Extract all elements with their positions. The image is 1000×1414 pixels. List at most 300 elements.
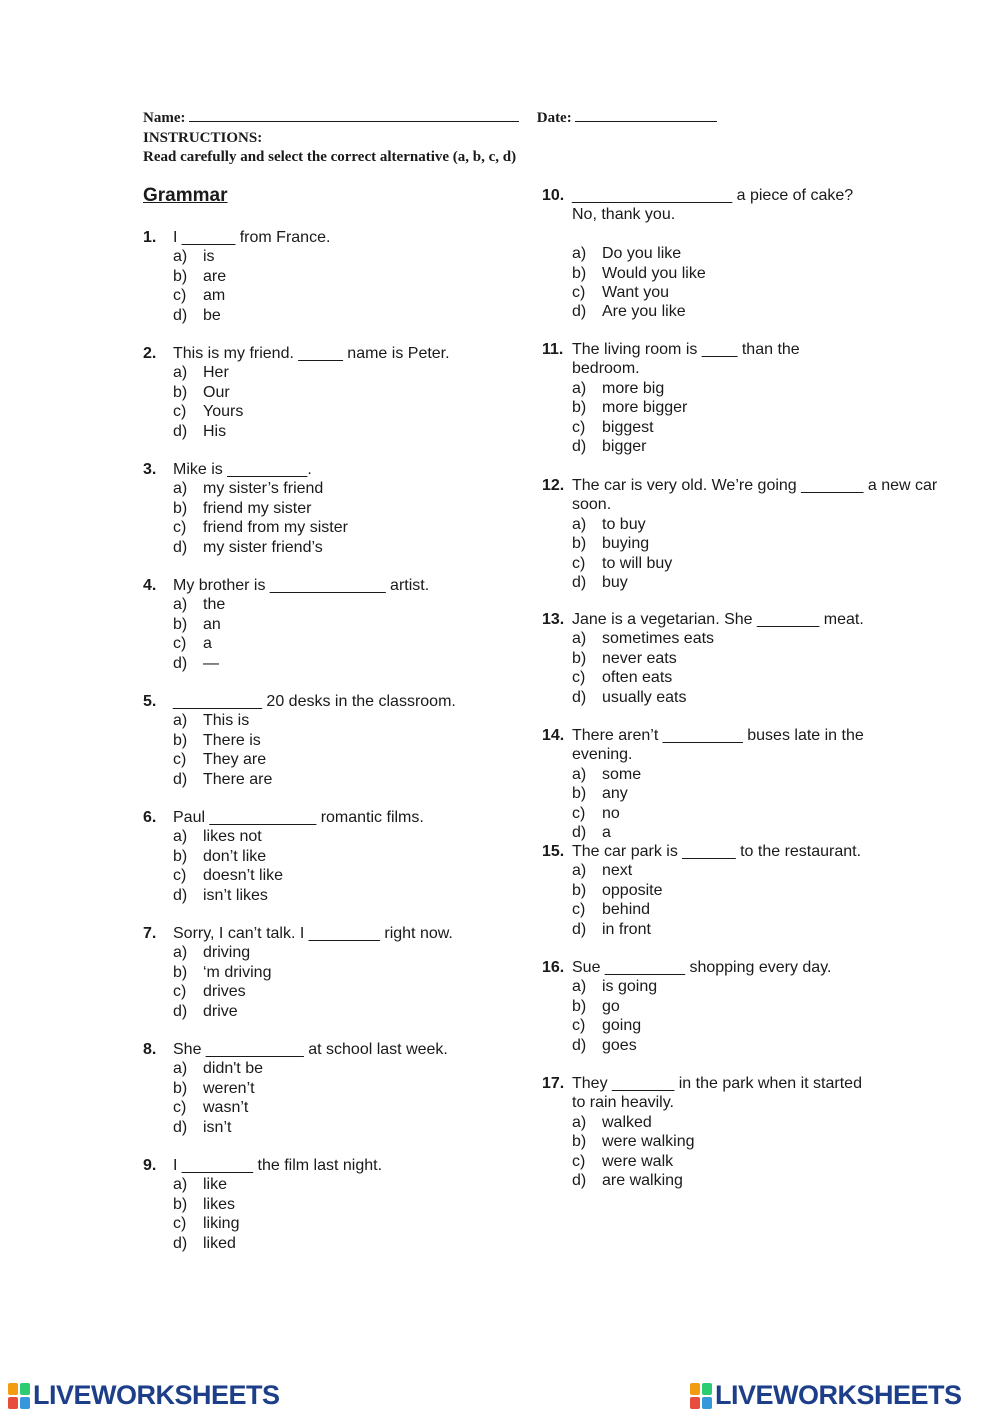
option-text: don’t like xyxy=(203,847,267,865)
answer-option[interactable] xyxy=(542,264,972,283)
option-text: buy xyxy=(602,574,628,592)
option-text: ‘m driving xyxy=(203,963,272,981)
question-text: Mike is _________. xyxy=(173,461,312,478)
question-text: There aren’t _________ buses late in the xyxy=(572,727,864,744)
answer-option[interactable] xyxy=(542,302,972,321)
option-letter: d) xyxy=(173,1118,188,1136)
question-9 xyxy=(143,1156,513,1253)
answer-option[interactable] xyxy=(143,634,513,653)
question-text: I ________ the film last night. xyxy=(173,1157,383,1174)
option-letter: b) xyxy=(173,499,188,517)
question-text-cont: No, thank you. xyxy=(572,206,676,224)
option-letter: a) xyxy=(572,765,587,783)
answer-option[interactable] xyxy=(542,920,972,939)
answer-option[interactable] xyxy=(542,1113,972,1132)
option-letter: c) xyxy=(572,418,586,436)
option-text: never eats xyxy=(602,649,677,667)
option-letter: d) xyxy=(572,438,587,456)
option-text: Would you like xyxy=(602,264,706,282)
option-letter: b) xyxy=(173,383,188,401)
question-number: 15. xyxy=(542,843,565,860)
logo-text: LIVEWORKSHEETS xyxy=(715,1380,962,1410)
question-number: 7. xyxy=(143,925,157,942)
question-row xyxy=(542,842,972,861)
answer-option[interactable] xyxy=(143,363,513,382)
option-text: more big xyxy=(602,379,665,397)
option-text: no xyxy=(602,804,620,822)
answer-option[interactable] xyxy=(542,861,972,880)
option-letter: b) xyxy=(572,997,587,1015)
option-text: Our xyxy=(203,383,230,401)
question-1 xyxy=(143,228,513,325)
answer-option[interactable] xyxy=(542,283,972,302)
question-row xyxy=(143,460,513,479)
answer-option[interactable] xyxy=(143,1059,513,1078)
option-text: liked xyxy=(203,1234,236,1252)
option-letter: a) xyxy=(173,944,188,962)
answer-option[interactable] xyxy=(542,977,972,996)
option-letter: c) xyxy=(173,635,187,653)
option-letter: b) xyxy=(572,264,587,282)
option-letter: a) xyxy=(173,596,188,614)
answer-option[interactable] xyxy=(143,499,513,518)
option-text: are walking xyxy=(602,1172,683,1190)
option-text: Want you xyxy=(602,284,669,302)
question-text-cont: soon. xyxy=(572,496,612,514)
option-text: going xyxy=(602,1017,642,1035)
option-text: any xyxy=(602,785,628,803)
question-12 xyxy=(542,476,972,592)
option-text: walked xyxy=(602,1113,652,1131)
option-letter: d) xyxy=(572,574,587,592)
option-text: were walking xyxy=(602,1133,695,1151)
question-number: 16. xyxy=(542,959,565,976)
answer-option[interactable] xyxy=(143,383,513,402)
option-letter: b) xyxy=(173,267,188,285)
option-text: be xyxy=(203,306,221,324)
question-8 xyxy=(143,1040,513,1137)
question-row xyxy=(143,576,513,595)
option-letter: b) xyxy=(572,881,587,899)
answer-option[interactable] xyxy=(143,1002,513,1021)
option-text: There are xyxy=(203,770,273,788)
answer-option[interactable] xyxy=(542,1036,972,1055)
option-letter: b) xyxy=(173,1195,188,1213)
option-text: buying xyxy=(602,535,650,553)
question-text: She ___________ at school last week. xyxy=(173,1041,448,1058)
answer-option[interactable] xyxy=(542,244,972,263)
option-text: friend my sister xyxy=(203,499,312,517)
option-letter: b) xyxy=(572,535,587,553)
option-text: a xyxy=(602,824,611,842)
question-5 xyxy=(143,692,513,789)
option-text: drive xyxy=(203,1002,238,1020)
answer-option[interactable] xyxy=(542,573,972,592)
answer-option[interactable] xyxy=(542,379,972,398)
option-text: bigger xyxy=(602,438,647,456)
answer-option[interactable] xyxy=(143,750,513,769)
question-row xyxy=(143,808,513,827)
answer-option[interactable] xyxy=(143,518,513,537)
answer-option[interactable] xyxy=(143,1079,513,1098)
question-number: 8. xyxy=(143,1041,157,1058)
answer-option[interactable] xyxy=(542,784,972,803)
option-letter: d) xyxy=(572,688,587,706)
option-letter: b) xyxy=(173,963,188,981)
option-letter: b) xyxy=(173,847,188,865)
question-number: 1. xyxy=(143,229,157,246)
question-11 xyxy=(542,340,972,456)
footer-logo-left xyxy=(8,1380,280,1411)
option-text: behind xyxy=(602,901,651,919)
option-text: am xyxy=(203,287,226,305)
answer-option[interactable] xyxy=(143,306,513,325)
option-text: like xyxy=(203,1176,228,1194)
option-letter: c) xyxy=(572,1152,586,1170)
instructions-label: INSTRUCTIONS: xyxy=(143,129,263,146)
option-letter: a) xyxy=(572,379,587,397)
option-text: the xyxy=(203,596,226,614)
option-letter: b) xyxy=(572,399,587,417)
option-text: didn't be xyxy=(203,1060,263,1078)
question-number: 9. xyxy=(143,1157,157,1174)
option-text: sometimes eats xyxy=(602,630,715,648)
option-text: drives xyxy=(203,983,246,1001)
option-letter: a) xyxy=(572,245,587,263)
question-text: The car park is ______ to the restaurant. xyxy=(572,843,862,860)
option-letter: a) xyxy=(173,828,188,846)
option-letter: c) xyxy=(572,669,586,687)
answer-option[interactable] xyxy=(143,827,513,846)
option-letter: d) xyxy=(572,1036,587,1054)
answer-option[interactable] xyxy=(143,847,513,866)
option-letter: d) xyxy=(173,422,188,440)
logo-tile xyxy=(8,1397,18,1409)
option-letter: c) xyxy=(173,1099,187,1117)
answer-option[interactable] xyxy=(542,649,972,668)
answer-option[interactable] xyxy=(143,731,513,750)
option-letter: c) xyxy=(173,751,187,769)
option-text: is xyxy=(203,248,215,266)
spacer xyxy=(542,225,972,244)
question-7 xyxy=(143,924,513,1021)
option-letter: d) xyxy=(572,920,587,938)
answer-option[interactable] xyxy=(143,1098,513,1117)
question-number: 6. xyxy=(143,809,157,826)
answer-option[interactable] xyxy=(542,668,972,687)
answer-option[interactable] xyxy=(542,688,972,707)
option-text: an xyxy=(203,615,221,633)
question-row xyxy=(143,1040,513,1059)
option-letter: b) xyxy=(173,731,188,749)
answer-option[interactable] xyxy=(143,1195,513,1214)
date-label: Date: xyxy=(536,110,572,126)
option-letter: c) xyxy=(173,287,187,305)
option-letter: a) xyxy=(572,630,587,648)
option-letter: a) xyxy=(572,978,587,996)
question-text-cont: to rain heavily. xyxy=(572,1094,674,1112)
question-row xyxy=(542,610,972,629)
option-letter: c) xyxy=(173,519,187,537)
answer-option[interactable] xyxy=(143,402,513,421)
question-text: __________ 20 desks in the classroom. xyxy=(173,693,456,710)
question-6 xyxy=(143,808,513,905)
option-letter: c) xyxy=(572,804,586,822)
option-text: biggest xyxy=(602,418,654,436)
question-row xyxy=(143,1156,513,1175)
answer-option[interactable] xyxy=(143,267,513,286)
option-text: were walk xyxy=(602,1152,674,1170)
option-letter: d) xyxy=(173,1234,188,1252)
question-3 xyxy=(143,460,513,557)
option-text: are xyxy=(203,267,227,285)
question-row xyxy=(542,340,972,359)
date-field[interactable] xyxy=(575,108,717,122)
question-text: Sue _________ shopping every day. xyxy=(572,959,832,976)
answer-option[interactable] xyxy=(143,595,513,614)
question-text: I ______ from France. xyxy=(173,229,331,246)
option-text: driving xyxy=(203,944,251,962)
answer-option[interactable] xyxy=(143,886,513,905)
question-13 xyxy=(542,610,972,707)
option-letter: d) xyxy=(173,306,188,324)
answer-option[interactable] xyxy=(542,515,972,534)
option-text: my sister’s friend xyxy=(203,480,324,498)
question-text: __________________ a piece of cake? xyxy=(572,187,854,204)
logo-tile xyxy=(690,1383,700,1395)
question-number: 10. xyxy=(542,187,565,204)
option-text: doesn’t like xyxy=(203,867,284,885)
option-text: goes xyxy=(602,1036,637,1054)
option-letter: d) xyxy=(572,1172,587,1190)
answer-option[interactable] xyxy=(542,629,972,648)
answer-option[interactable] xyxy=(143,538,513,557)
question-14 xyxy=(542,726,972,842)
option-text: Do you like xyxy=(602,245,682,263)
option-text: — xyxy=(203,654,219,672)
logo-text: LIVEWORKSHEETS xyxy=(33,1380,280,1410)
question-15 xyxy=(542,842,972,939)
answer-option[interactable] xyxy=(143,866,513,885)
option-letter: d) xyxy=(173,770,188,788)
option-text: to buy xyxy=(602,515,646,533)
answer-option[interactable] xyxy=(143,1175,513,1194)
question-number: 12. xyxy=(542,477,565,494)
question-row xyxy=(542,958,972,977)
answer-option[interactable] xyxy=(143,1234,513,1253)
question-text: Paul ____________ romantic films. xyxy=(173,809,424,826)
option-letter: d) xyxy=(572,303,587,321)
question-4 xyxy=(143,576,513,673)
name-field[interactable] xyxy=(189,108,519,122)
answer-option[interactable] xyxy=(542,398,972,417)
question-text: My brother is _____________ artist. xyxy=(173,577,430,594)
answer-option[interactable] xyxy=(542,554,972,573)
question-number: 2. xyxy=(143,345,157,362)
option-letter: a) xyxy=(572,515,587,533)
option-letter: c) xyxy=(173,983,187,1001)
option-letter: a) xyxy=(173,1060,188,1078)
option-text: is going xyxy=(602,978,658,996)
question-text: The living room is ____ than the xyxy=(572,341,800,358)
option-letter: c) xyxy=(173,1215,187,1233)
option-letter: d) xyxy=(173,886,188,904)
answer-option[interactable] xyxy=(143,943,513,962)
answer-option[interactable] xyxy=(143,982,513,1001)
question-number: 14. xyxy=(542,727,565,744)
answer-option[interactable] xyxy=(143,286,513,305)
option-letter: d) xyxy=(173,538,188,556)
answer-option[interactable] xyxy=(542,997,972,1016)
option-text: isn’t likes xyxy=(203,886,268,904)
option-text: liking xyxy=(203,1215,240,1233)
option-text: my sister friend’s xyxy=(203,538,323,556)
question-row xyxy=(143,344,513,363)
option-text: a xyxy=(203,635,212,653)
answer-option[interactable] xyxy=(542,804,972,823)
logo-mark-icon xyxy=(8,1383,30,1409)
question-text: The car is very old. We’re going _______ a new car xyxy=(572,477,938,494)
logo-mark-icon xyxy=(690,1383,712,1409)
question-row xyxy=(143,228,513,247)
option-text: some xyxy=(602,765,642,783)
option-text: They are xyxy=(203,751,267,769)
logo-tile xyxy=(702,1397,712,1409)
option-text: more bigger xyxy=(602,399,688,417)
option-letter: b) xyxy=(173,615,188,633)
question-number: 5. xyxy=(143,693,157,710)
option-letter: c) xyxy=(572,1017,586,1035)
instructions-text: Read carefully and select the correct alternative (a, b, c, d) xyxy=(143,149,517,165)
option-text: Her xyxy=(203,364,229,382)
option-text: Are you like xyxy=(602,303,686,321)
question-text: This is my friend. _____ name is Peter. xyxy=(173,345,450,362)
answer-option[interactable] xyxy=(542,418,972,437)
question-text: They _______ in the park when it started xyxy=(572,1075,862,1092)
option-text: There is xyxy=(203,731,261,749)
option-letter: d) xyxy=(173,1002,188,1020)
option-letter: c) xyxy=(173,867,187,885)
logo-tile xyxy=(702,1383,712,1395)
question-text-cont: bedroom. xyxy=(572,360,640,378)
question-text: Jane is a vegetarian. She _______ meat. xyxy=(572,611,864,628)
answer-option[interactable] xyxy=(542,881,972,900)
logo-tile xyxy=(20,1383,30,1395)
option-letter: a) xyxy=(173,248,188,266)
option-letter: b) xyxy=(572,1133,587,1151)
answer-option[interactable] xyxy=(143,1118,513,1137)
option-text: usually eats xyxy=(602,688,687,706)
option-text: weren’t xyxy=(203,1079,255,1097)
logo-tile xyxy=(20,1397,30,1409)
option-text: isn’t xyxy=(203,1118,232,1136)
option-text: wasn’t xyxy=(203,1099,249,1117)
option-letter: a) xyxy=(173,480,188,498)
answer-option[interactable] xyxy=(143,1214,513,1233)
option-text: opposite xyxy=(602,881,663,899)
name-label: Name: xyxy=(143,110,186,126)
answer-option[interactable] xyxy=(542,1171,972,1190)
question-row xyxy=(542,726,972,745)
question-text: Sorry, I can’t talk. I ________ right now. xyxy=(173,925,453,942)
question-number: 11. xyxy=(542,341,564,358)
question-number: 13. xyxy=(542,611,565,628)
option-text: likes not xyxy=(203,828,262,846)
option-text: friend from my sister xyxy=(203,519,348,537)
option-letter: b) xyxy=(572,785,587,803)
option-letter: c) xyxy=(572,284,586,302)
answer-option[interactable] xyxy=(143,422,513,441)
option-text: His xyxy=(203,422,227,440)
logo-tile xyxy=(690,1397,700,1409)
question-10 xyxy=(542,186,972,322)
option-letter: d) xyxy=(173,654,188,672)
option-text: This is xyxy=(203,712,250,730)
answer-option[interactable] xyxy=(542,900,972,919)
option-letter: c) xyxy=(173,403,187,421)
answer-option[interactable] xyxy=(143,615,513,634)
option-letter: b) xyxy=(572,649,587,667)
answer-option[interactable] xyxy=(542,765,972,784)
answer-option[interactable] xyxy=(143,247,513,266)
option-letter: a) xyxy=(173,1176,188,1194)
question-row xyxy=(143,924,513,943)
option-letter: c) xyxy=(572,554,586,572)
question-row xyxy=(143,692,513,711)
worksheet-header xyxy=(143,108,863,168)
option-letter: a) xyxy=(173,364,188,382)
logo-tile xyxy=(8,1383,18,1395)
option-letter: a) xyxy=(572,862,587,880)
answer-option[interactable] xyxy=(143,654,513,673)
footer-logo-right xyxy=(690,1380,962,1411)
section-title: Grammar xyxy=(143,185,228,206)
answer-option[interactable] xyxy=(542,1152,972,1171)
question-row xyxy=(542,1074,972,1093)
option-text: in front xyxy=(602,920,651,938)
answer-option[interactable] xyxy=(542,1132,972,1151)
answer-option[interactable] xyxy=(143,479,513,498)
answer-option[interactable] xyxy=(542,534,972,553)
option-letter: a) xyxy=(572,1113,587,1131)
answer-option[interactable] xyxy=(542,437,972,456)
question-row xyxy=(542,476,972,495)
answer-option[interactable] xyxy=(143,770,513,789)
question-row xyxy=(542,186,972,205)
answer-option[interactable] xyxy=(542,1016,972,1035)
question-number: 4. xyxy=(143,577,157,594)
option-letter: a) xyxy=(173,712,188,730)
option-text: likes xyxy=(203,1195,236,1213)
question-17 xyxy=(542,1074,972,1190)
option-letter: c) xyxy=(572,901,586,919)
answer-option[interactable] xyxy=(143,963,513,982)
question-16 xyxy=(542,958,972,1055)
option-text: often eats xyxy=(602,669,673,687)
option-letter: d) xyxy=(572,824,587,842)
question-text-cont: evening. xyxy=(572,746,633,764)
question-2 xyxy=(143,344,513,441)
question-number: 17. xyxy=(542,1075,565,1092)
option-text: next xyxy=(602,862,633,880)
answer-option[interactable] xyxy=(143,711,513,730)
question-number: 3. xyxy=(143,461,157,478)
answer-option[interactable] xyxy=(542,823,972,842)
option-text: to will buy xyxy=(602,554,673,572)
option-text: go xyxy=(602,997,620,1015)
option-text: Yours xyxy=(203,403,244,421)
option-letter: b) xyxy=(173,1079,188,1097)
